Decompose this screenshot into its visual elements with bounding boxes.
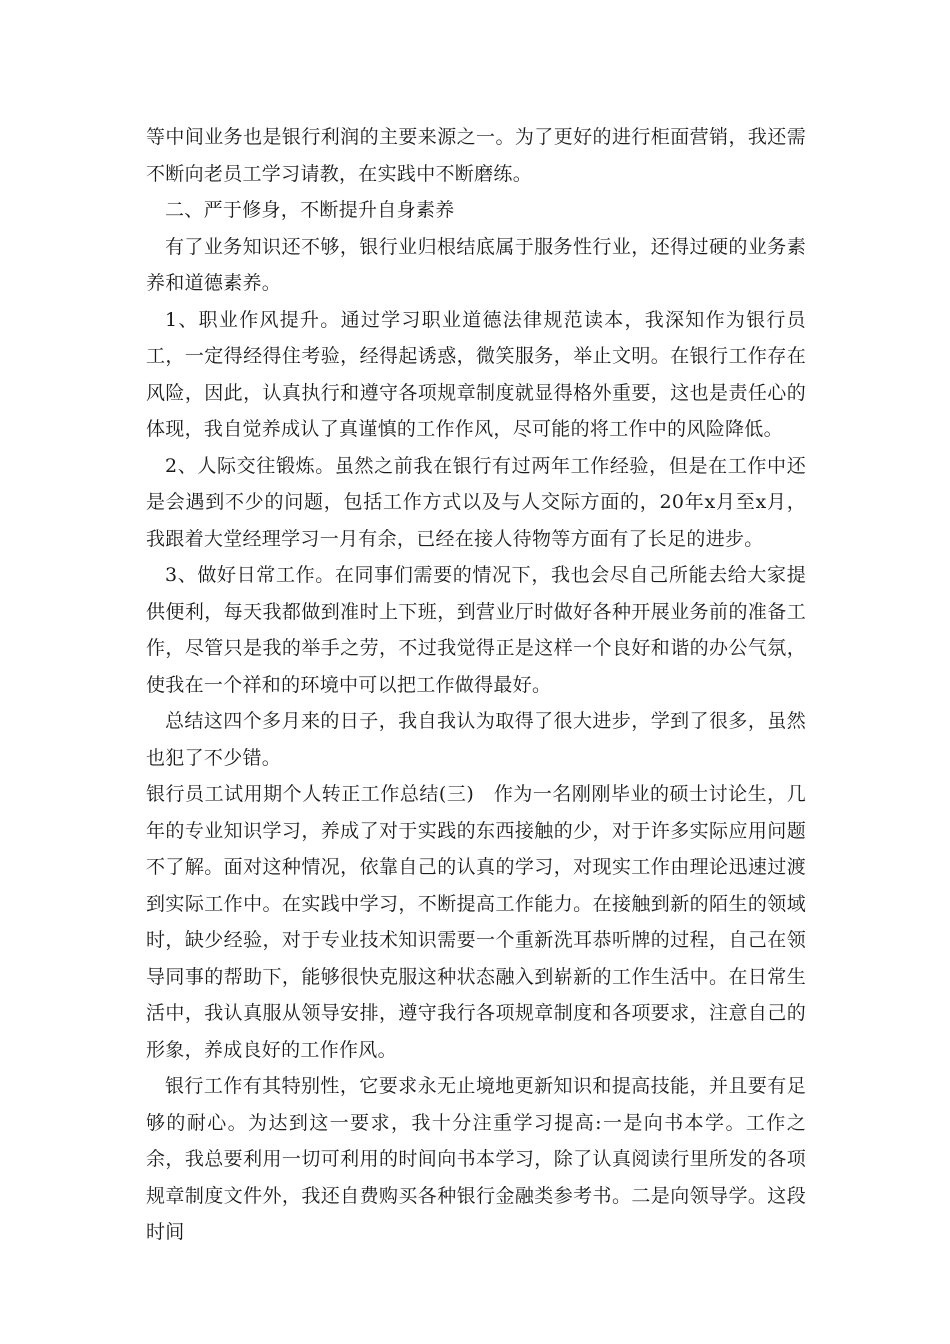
paragraph-professional-style: 1、职业作风提升。通过学习职业道德法律规范读本，我深知作为银行员工，一定得经得住考验，经得起诱惑，微笑服务，举止文明。在银行工作存在风险，因此，认真执行和遵守各项规章制度就显得格外重要，这也是责任心的体现，我自觉养成认了真谨慎的工作作风，尽可能的将工作中的风险降低。 bbox=[146, 308, 806, 440]
paragraph-intermediate-business: 等中间业务也是银行利润的主要来源之一。为了更好的进行柜面营销，我还需不断向老员工学习请教，在实践中不断磨练。 bbox=[146, 126, 806, 185]
paragraph-interpersonal: 2、人际交往锻炼。虽然之前我在银行有过两年工作经验，但是在工作中还是会遇到不少的问题，包括工作方式以及与人交际方面的，20年x月至x月，我跟着大堂经理学习一月有余，已经在接人待物等方面有了长足的进步。 bbox=[146, 454, 806, 550]
document-body bbox=[146, 119, 806, 1251]
paragraph-daily-work: 3、做好日常工作。在同事们需要的情况下，我也会尽自己所能去给大家提供便利，每天我都做到准时上下班，到营业厅时做好各种开展业务前的准备工作，尽管只是我的举手之劳，不过我觉得正是这样一个良好和谐的办公气氛，使我在一个祥和的环境中可以把工作做得最好。 bbox=[146, 564, 806, 696]
paragraph-service-industry: 有了业务知识还不够，银行业归根结底属于服务性行业，还得过硬的业务素养和道德素养。 bbox=[146, 235, 806, 294]
paragraph-bank-work-particularity: 银行工作有其特别性，它要求永无止境地更新知识和提高技能，并且要有足够的耐心。为达到这一要求，我十分注重学习提高:一是向书本学。工作之余，我总要利用一切可利用的时间向书本学习，除了认真阅读行里所发的各项规章制度文件外，我还自费购买各种银行金融类参考书。二是向领导学。这段时间 bbox=[146, 1075, 806, 1243]
paragraph-summary-three: 银行员工试用期个人转正工作总结(三) 作为一名刚刚毕业的硕士讨论生，几年的专业知识学习，养成了对于实践的东西接触的少，对于许多实际应用问题不了解。面对这种情况，依靠自己的认真的学习，对现实工作由理论迅速过渡到实际工作中。在实践中学习，不断提高工作能力。在接触到新的陌生的领域时，缺少经验，对于专业技术知识需要一个重新洗耳恭听牌的过程，自己在领导同事的帮助下，能够很快克服这种状态融入到崭新的工作生活中。在日常生活中，我认真服从领导安排，遵守我行各项规章制度和各项要求，注意自己的形象，养成良好的工作作风。 bbox=[146, 783, 806, 1061]
paragraph-summary: 总结这四个多月来的日子，我自我认为取得了很大进步，学到了很多，虽然也犯了不少错。 bbox=[146, 710, 806, 769]
section-heading-self-cultivation: 二、严于修身，不断提升自身素养 bbox=[165, 199, 455, 221]
